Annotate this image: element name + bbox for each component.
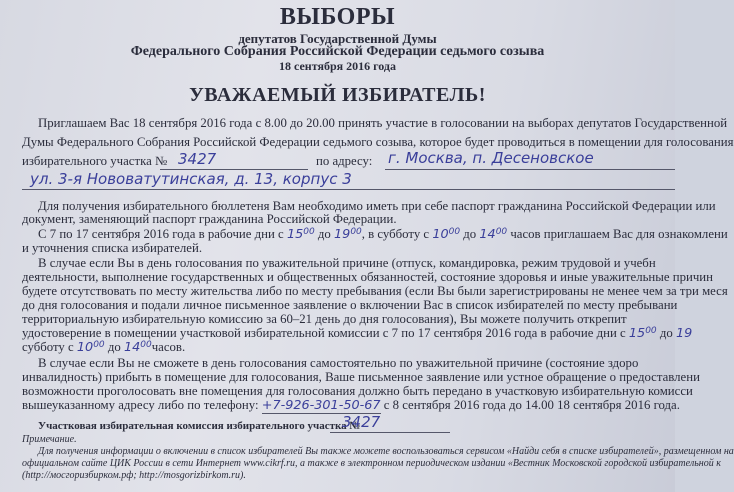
handwritten-hour: 14 [479,227,496,242]
address-label: по адресу: [316,154,373,168]
home-line-3: возможности проголосовать вне помещения для голосования должно быть передано в участковую избирательную комисси [22,384,693,398]
passport-line-1: Для получения избирательного бюллетеня Вам необходимо иметь при себе паспорт гражданина Российской Федерации или [38,199,716,213]
passport-line-2: документ, заменяющий паспорт гражданина Российской Федерации. [22,212,397,226]
absent-line-6: удостоверение в помещении участковой избирательной комиссии с 7 по 17 сентября 2016 года в рабочие дни с $15^{00}$ до 19 [22,326,693,341]
commission-underline [330,432,450,433]
note-line-1: Для получения информации о включении в список избирателей Вы также можете воспользоваться сервисом «Найди себя в списке избирателей», размещенном на [38,446,734,457]
note-label: Примечание. [22,434,77,445]
intro-line-1: Приглашаем Вас 18 сентября 2016 года с 8.00 до 20.00 принять участие в голосовании на выборах депутатов Государственной [38,116,728,130]
phone-number: +7-926-301-50-67 [261,398,381,413]
election-date: 18 сентября 2016 года [279,59,396,73]
address-underline-1 [385,169,675,170]
greeting-heading: УВАЖАЕМЫЙ ИЗБИРАТЕЛЬ! [189,84,486,106]
handwritten-hour: 19 [334,227,351,242]
address-line-1: г. Москва, п. Десеновское [388,149,594,167]
commission-label: Участковая избирательная комиссия избирательного участка № [38,420,361,432]
absent-line-4: до дня голосования и подали личное письменное заявление о включении Вас в список избирателей по месту пребывани [22,298,678,312]
intro-line-2: Думы Федерального Собрания Российской Федерации седьмого созыва, которое будет проводиться в помещении для голосования [22,135,734,149]
home-line-2: инвалидность) прибыть в помещение для голосования, Ваше письменное заявление или устное обращение о предоставлени [22,370,700,384]
page-title: ВЫБОРЫ [279,4,396,30]
precinct-number: 3427 [178,150,217,168]
absent-line-3: будете отсутствовать по месту жительства либо по месту пребывания (если Вы были зарегистрированы не менее чем за три меся [22,284,728,298]
handwritten-hour: 10 [432,227,449,242]
absent-line-7: субботу с $10^{00}$ до $14^{00}часов$. [22,340,186,355]
intro-line-3-label: избирательного участка № [22,154,168,168]
absent-line-2: деятельности, выполнение государственных и общественных обязанностей, состояние здоровья и иные уважительные причин [22,270,713,284]
commission-number: 3427 [342,413,381,431]
absent-line-1: В случае если Вы в день голосования по уважительной причине (отпуск, командировка, режим трудовой и учебн [38,256,656,270]
note-line-3: (http://мосгоризбирком.рф; http://mosgorizbirkom.ru). [22,470,246,481]
subtitle-line-2: Федерального Собрания Российской Федерации седьмого созыва [130,44,545,59]
schedule-line-1: С 7 по 17 сентября 2016 года в рабочие дни с $15^{00}$ до $19^{00}$, в субботу с $10^{00}$ до $14^{00}$ часов приглашаем Вас для ознакомлени [38,227,728,242]
home-line-1: В случае если Вы не сможете в день голосования самостоятельно по уважительной причине (состояние здоро [38,356,639,370]
schedule-line-2: и уточнения списка избирателей. [22,241,203,255]
handwritten-hour: 15 [286,227,304,242]
subtitle-line-1: депутатов Государственной Думы [238,31,437,46]
home-line-4: вышеуказанному адресу либо по телефону: +7-926-301-50-67 с 8 сентября 2016 года до 14.00 18 сентября 2016 года. [22,398,680,413]
note-line-2: официальном сайте ЦИК России в сети Интернет www.cikrf.ru, а также в электронном периодическом издании «Вестник Московской городской избирательной к [22,458,721,469]
absent-line-5: территориальную избирательную комиссию за 60–21 день до дня голосования), Вы можете получить открепит [22,312,627,326]
address-line-2: ул. 3-я Нововатутинская, д. 13, корпус 3 [30,170,352,188]
address-underline-2 [22,189,675,190]
